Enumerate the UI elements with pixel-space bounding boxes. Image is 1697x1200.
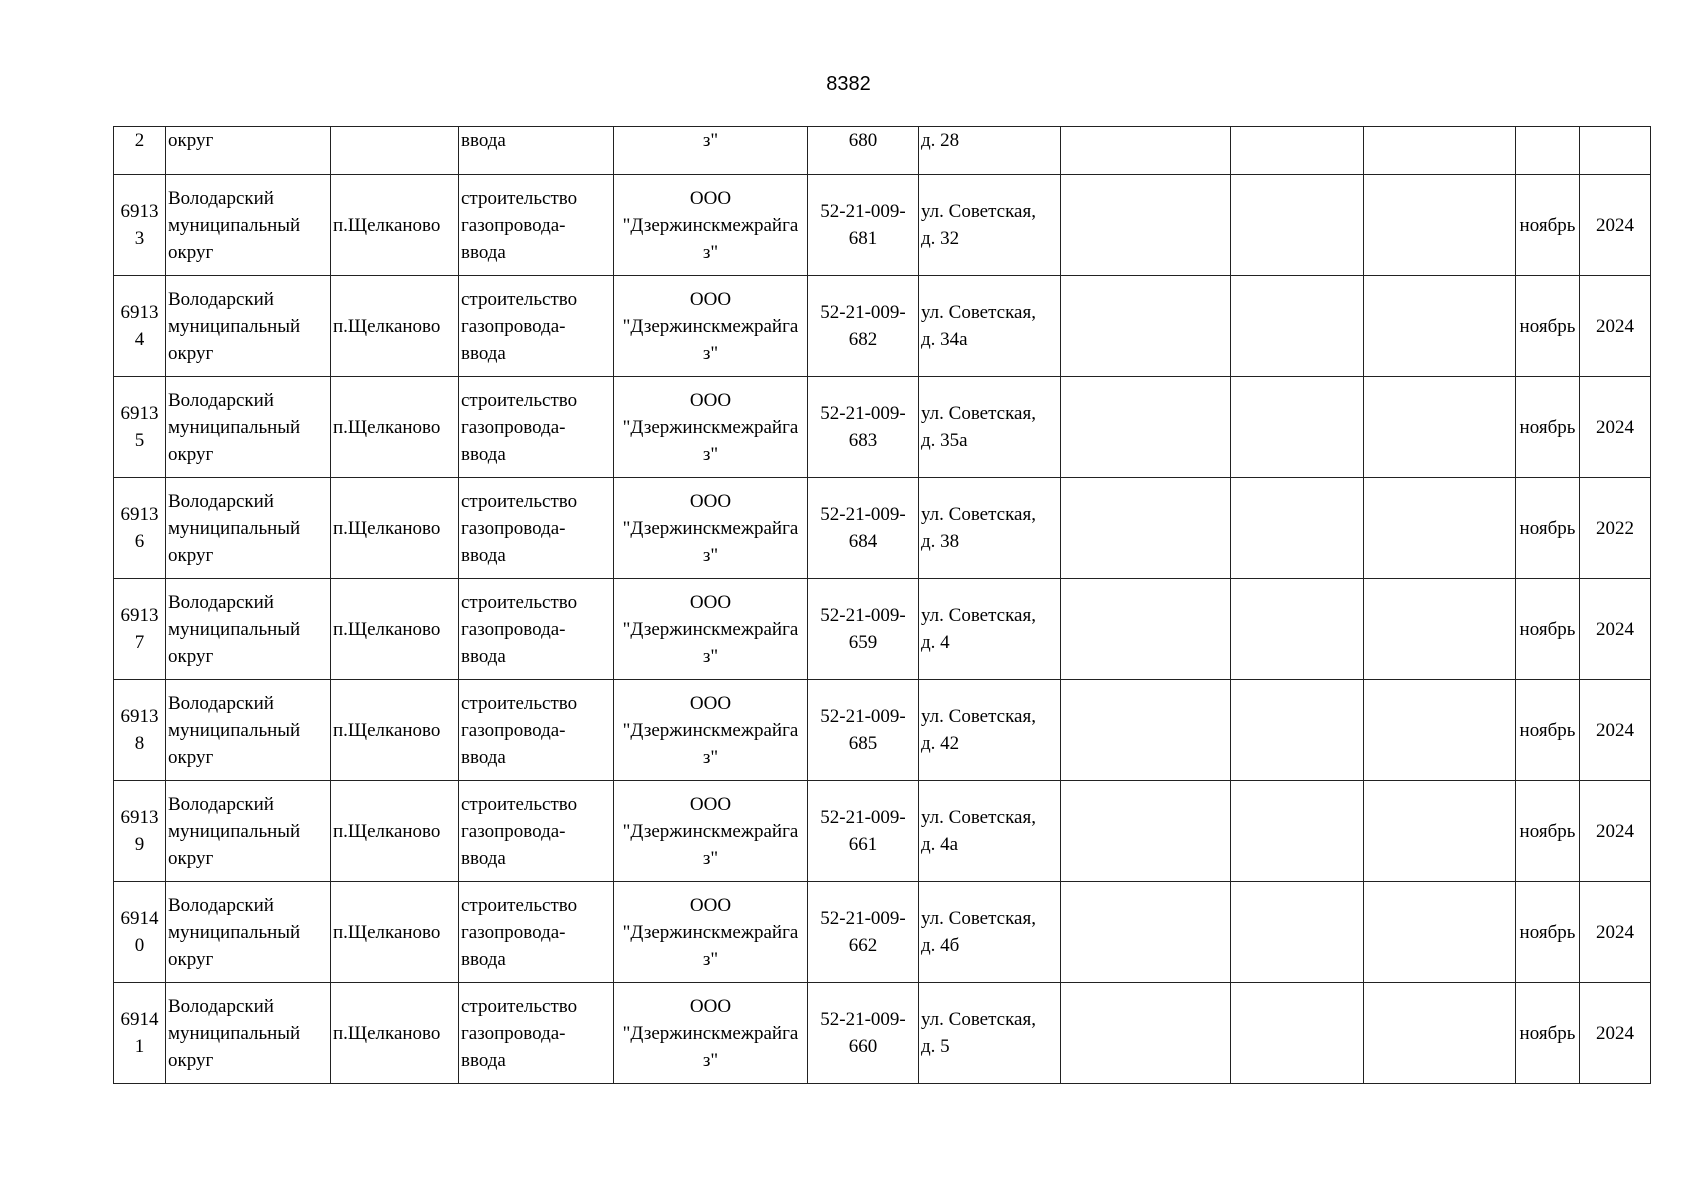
cell-org-line: ООО bbox=[689, 793, 732, 815]
cell-year: 2024 bbox=[1580, 680, 1651, 781]
cell-locality: п.Щелканово bbox=[331, 882, 459, 983]
cell-org-line: ООО bbox=[689, 490, 732, 512]
cell-num-line: 0 bbox=[134, 935, 145, 956]
cell-district-line: муниципальный bbox=[168, 1022, 301, 1044]
cell-district-line: муниципальный bbox=[168, 820, 301, 842]
cell-work-line: строительство bbox=[461, 793, 578, 815]
cell-district-line: округ bbox=[168, 241, 214, 263]
cell-empty bbox=[1061, 478, 1231, 579]
cell-org-line: "Дзержинскмежрайга bbox=[622, 921, 799, 943]
cell-empty bbox=[1364, 579, 1516, 680]
cell-org bbox=[614, 377, 808, 478]
cell-org bbox=[614, 781, 808, 882]
table-row bbox=[114, 680, 1651, 781]
cell-cadastral-line: 52-21-009- bbox=[820, 605, 906, 626]
cell-address-line: ул. Советская, bbox=[921, 504, 1036, 525]
table-row bbox=[114, 983, 1651, 1084]
cell-address: д. 28 bbox=[919, 127, 1061, 175]
cell-month: ноябрь bbox=[1516, 478, 1580, 579]
cell-org-line: "Дзержинскмежрайга bbox=[622, 416, 799, 438]
cell-empty bbox=[1364, 276, 1516, 377]
cell-cadastral-line: 681 bbox=[848, 228, 878, 249]
cell-district bbox=[166, 276, 331, 377]
cell-district-line: округ bbox=[168, 544, 214, 566]
cell-empty bbox=[1061, 680, 1231, 781]
cell-cadastral-line: 52-21-009- bbox=[820, 201, 906, 222]
cell-empty bbox=[1364, 478, 1516, 579]
cell-locality: п.Щелканово bbox=[331, 983, 459, 1084]
cell-district-line: округ bbox=[168, 645, 214, 667]
cell-district-line: округ bbox=[168, 342, 214, 364]
cell-work-line: строительство bbox=[461, 288, 578, 310]
cell-num-line: 6913 bbox=[120, 504, 159, 525]
cell-cadastral-line: 52-21-009- bbox=[820, 706, 906, 727]
cell-num-line: 4 bbox=[134, 329, 145, 350]
cell-empty bbox=[1364, 377, 1516, 478]
cell-empty bbox=[1364, 127, 1516, 175]
cell-num bbox=[114, 579, 166, 680]
cell-district-line: округ bbox=[168, 948, 214, 970]
cell-num-line: 6 bbox=[134, 531, 145, 552]
register-table bbox=[113, 126, 1651, 1084]
cell-locality: п.Щелканово bbox=[331, 781, 459, 882]
cell-work-line: строительство bbox=[461, 894, 578, 916]
cell-num bbox=[114, 983, 166, 1084]
cell-org-line: "Дзержинскмежрайга bbox=[622, 719, 799, 741]
cell-org-line: з" bbox=[702, 1049, 719, 1071]
cell-org-line: з" bbox=[702, 342, 719, 364]
cell-work-line: газопровода- bbox=[461, 517, 566, 539]
cell-month: ноябрь bbox=[1516, 983, 1580, 1084]
cell-org-line: з" bbox=[702, 645, 719, 667]
cell-work-line: строительство bbox=[461, 389, 578, 411]
cell-cadastral-line: 661 bbox=[848, 834, 878, 855]
cell-cadastral-line: 659 bbox=[848, 632, 878, 653]
cell-cadastral-line: 682 bbox=[848, 329, 878, 350]
cell-work bbox=[459, 175, 614, 276]
cell-district bbox=[166, 377, 331, 478]
cell-month: ноябрь bbox=[1516, 781, 1580, 882]
cell-work-line: газопровода- bbox=[461, 416, 566, 438]
cell-cadastral bbox=[808, 579, 919, 680]
cell-district bbox=[166, 882, 331, 983]
table-row bbox=[114, 882, 1651, 983]
cell-address-line: ул. Советская, bbox=[921, 605, 1036, 626]
cell-empty bbox=[1364, 983, 1516, 1084]
cell-work-line: строительство bbox=[461, 692, 578, 714]
cell-org-line: ООО bbox=[689, 894, 732, 916]
table-row bbox=[114, 276, 1651, 377]
cell-org-line: "Дзержинскмежрайга bbox=[622, 315, 799, 337]
cell-address bbox=[919, 983, 1061, 1084]
cell-work-line: ввода bbox=[461, 241, 506, 263]
cell-empty bbox=[1061, 579, 1231, 680]
cell-empty bbox=[1364, 680, 1516, 781]
cell-empty bbox=[1061, 175, 1231, 276]
cell-district-line: Володарский bbox=[168, 187, 274, 209]
cell-address-line: ул. Советская, bbox=[921, 201, 1036, 222]
cell-district-line: Володарский bbox=[168, 995, 274, 1017]
cell-num-line: 5 bbox=[134, 430, 145, 451]
cell-work-line: ввода bbox=[461, 544, 506, 566]
cell-district-line: муниципальный bbox=[168, 214, 301, 236]
cell-num-line: 6913 bbox=[120, 403, 159, 424]
cell-num bbox=[114, 377, 166, 478]
cell-cadastral bbox=[808, 478, 919, 579]
cell-address bbox=[919, 377, 1061, 478]
cell-num-line: 6913 bbox=[120, 605, 159, 626]
cell-district-line: муниципальный bbox=[168, 416, 301, 438]
cell-address bbox=[919, 882, 1061, 983]
table-row bbox=[114, 781, 1651, 882]
cell-cadastral-line: 52-21-009- bbox=[820, 1009, 906, 1030]
cell-work-line: строительство bbox=[461, 995, 578, 1017]
table-row bbox=[114, 377, 1651, 478]
cell-work-line: ввода bbox=[461, 342, 506, 364]
cell-org-line: з" bbox=[702, 443, 719, 465]
cell-org bbox=[614, 882, 808, 983]
table-row-continuation bbox=[114, 127, 1651, 175]
cell-district bbox=[166, 983, 331, 1084]
cell-year: 2024 bbox=[1580, 882, 1651, 983]
cell-work-line: газопровода- bbox=[461, 315, 566, 337]
cell-work-line: ввода bbox=[461, 1049, 506, 1071]
cell-address-line: д. 38 bbox=[921, 531, 960, 552]
cell-address bbox=[919, 680, 1061, 781]
table-row bbox=[114, 175, 1651, 276]
cell-locality: п.Щелканово bbox=[331, 579, 459, 680]
cell-work-line: ввода bbox=[461, 948, 506, 970]
cell-num: 2 bbox=[114, 127, 166, 175]
cell-work-line: строительство bbox=[461, 591, 578, 613]
cell-cadastral-line: 662 bbox=[848, 935, 878, 956]
page-number: 8382 bbox=[826, 73, 871, 95]
cell-address-line: д. 42 bbox=[921, 733, 960, 754]
cell-address bbox=[919, 276, 1061, 377]
cell-work bbox=[459, 579, 614, 680]
cell-month bbox=[1516, 127, 1580, 175]
cell-cadastral bbox=[808, 781, 919, 882]
cell-work bbox=[459, 882, 614, 983]
cell-address-line: ул. Советская, bbox=[921, 1009, 1036, 1030]
cell-year: 2022 bbox=[1580, 478, 1651, 579]
cell-cadastral-line: 52-21-009- bbox=[820, 504, 906, 525]
cell-num bbox=[114, 276, 166, 377]
cell-address-line: ул. Советская, bbox=[921, 403, 1036, 424]
cell-empty bbox=[1231, 127, 1364, 175]
cell-org-line: ООО bbox=[689, 692, 732, 714]
cell-org-line: ООО bbox=[689, 389, 732, 411]
cell-year: 2024 bbox=[1580, 276, 1651, 377]
cell-work bbox=[459, 781, 614, 882]
cell-locality: п.Щелканово bbox=[331, 175, 459, 276]
cell-empty bbox=[1231, 276, 1364, 377]
cell-month: ноябрь bbox=[1516, 579, 1580, 680]
cell-work: ввода bbox=[459, 127, 614, 175]
cell-district-line: Володарский bbox=[168, 894, 274, 916]
cell-cadastral-line: 52-21-009- bbox=[820, 807, 906, 828]
cell-num-line: 9 bbox=[134, 834, 145, 855]
cell-district-line: Володарский bbox=[168, 490, 274, 512]
cell-address-line: ул. Советская, bbox=[921, 302, 1036, 323]
cell-work-line: газопровода- bbox=[461, 921, 566, 943]
cell-num bbox=[114, 175, 166, 276]
cell-cadastral: 680 bbox=[808, 127, 919, 175]
cell-empty bbox=[1061, 276, 1231, 377]
cell-address-line: ул. Советская, bbox=[921, 807, 1036, 828]
cell-work-line: ввода bbox=[461, 443, 506, 465]
cell-work-line: газопровода- bbox=[461, 618, 566, 640]
table-row bbox=[114, 478, 1651, 579]
cell-district-line: округ bbox=[168, 1049, 214, 1071]
cell-district bbox=[166, 175, 331, 276]
cell-locality bbox=[331, 127, 459, 175]
cell-cadastral-line: 685 bbox=[848, 733, 878, 754]
cell-num-line: 3 bbox=[134, 228, 145, 249]
cell-year: 2024 bbox=[1580, 983, 1651, 1084]
cell-work bbox=[459, 478, 614, 579]
cell-num-line: 6913 bbox=[120, 706, 159, 727]
cell-org-line: ООО bbox=[689, 591, 732, 613]
cell-org-line: з" bbox=[702, 746, 719, 768]
cell-num-line: 7 bbox=[134, 632, 145, 653]
cell-org-line: "Дзержинскмежрайга bbox=[622, 820, 799, 842]
cell-empty bbox=[1231, 175, 1364, 276]
cell-locality: п.Щелканово bbox=[331, 478, 459, 579]
cell-empty bbox=[1061, 127, 1231, 175]
cell-month: ноябрь bbox=[1516, 377, 1580, 478]
cell-district-line: округ bbox=[168, 746, 214, 768]
cell-month: ноябрь bbox=[1516, 175, 1580, 276]
cell-empty bbox=[1231, 579, 1364, 680]
cell-num-line: 1 bbox=[134, 1036, 145, 1057]
cell-cadastral bbox=[808, 882, 919, 983]
cell-cadastral-line: 660 bbox=[848, 1036, 878, 1057]
cell-cadastral bbox=[808, 680, 919, 781]
cell-empty bbox=[1061, 377, 1231, 478]
cell-address-line: д. 5 bbox=[921, 1036, 950, 1057]
cell-cadastral bbox=[808, 175, 919, 276]
cell-empty bbox=[1231, 983, 1364, 1084]
cell-work-line: ввода bbox=[461, 645, 506, 667]
cell-work-line: строительство bbox=[461, 187, 578, 209]
cell-year: 2024 bbox=[1580, 579, 1651, 680]
cell-org bbox=[614, 680, 808, 781]
cell-district-line: муниципальный bbox=[168, 719, 301, 741]
cell-district-line: муниципальный bbox=[168, 618, 301, 640]
cell-num-line: 6914 bbox=[120, 1009, 159, 1030]
cell-district-line: Володарский bbox=[168, 288, 274, 310]
cell-org-line: "Дзержинскмежрайга bbox=[622, 618, 799, 640]
cell-org-line: "Дзержинскмежрайга bbox=[622, 517, 799, 539]
cell-work-line: ввода bbox=[461, 847, 506, 869]
cell-address bbox=[919, 781, 1061, 882]
cell-cadastral-line: 684 bbox=[848, 531, 878, 552]
cell-address-line: д. 4 bbox=[921, 632, 950, 653]
cell-empty bbox=[1364, 882, 1516, 983]
cell-month: ноябрь bbox=[1516, 276, 1580, 377]
cell-district bbox=[166, 680, 331, 781]
cell-org-line: "Дзержинскмежрайга bbox=[622, 214, 799, 236]
cell-empty bbox=[1231, 781, 1364, 882]
cell-work-line: газопровода- bbox=[461, 719, 566, 741]
cell-work bbox=[459, 680, 614, 781]
table-row bbox=[114, 579, 1651, 680]
cell-num-line: 6914 bbox=[120, 908, 159, 929]
cell-empty bbox=[1061, 882, 1231, 983]
cell-org bbox=[614, 175, 808, 276]
cell-cadastral bbox=[808, 276, 919, 377]
cell-work-line: ввода bbox=[461, 746, 506, 768]
cell-cadastral-line: 52-21-009- bbox=[820, 908, 906, 929]
cell-address bbox=[919, 175, 1061, 276]
cell-num bbox=[114, 680, 166, 781]
cell-num-line: 6913 bbox=[120, 302, 159, 323]
cell-address-line: д. 4б bbox=[921, 935, 960, 956]
cell-address-line: д. 32 bbox=[921, 228, 960, 249]
cell-address bbox=[919, 478, 1061, 579]
cell-cadastral-line: 52-21-009- bbox=[820, 403, 906, 424]
cell-num bbox=[114, 478, 166, 579]
cell-district-line: Володарский bbox=[168, 591, 274, 613]
cell-empty bbox=[1061, 781, 1231, 882]
cell-empty bbox=[1231, 377, 1364, 478]
cell-district-line: Володарский bbox=[168, 692, 274, 714]
cell-year: 2024 bbox=[1580, 175, 1651, 276]
cell-org-line: з" bbox=[702, 544, 719, 566]
cell-locality: п.Щелканово bbox=[331, 680, 459, 781]
cell-org-line: ООО bbox=[689, 288, 732, 310]
cell-num-line: 6913 bbox=[120, 201, 159, 222]
cell-empty bbox=[1364, 781, 1516, 882]
cell-org-line: ООО bbox=[689, 187, 732, 209]
cell-cadastral-line: 683 bbox=[848, 430, 878, 451]
cell-empty bbox=[1364, 175, 1516, 276]
cell-empty bbox=[1061, 983, 1231, 1084]
cell-address-line: ул. Советская, bbox=[921, 908, 1036, 929]
cell-num-line: 6913 bbox=[120, 807, 159, 828]
cell-org-line: ООО bbox=[689, 995, 732, 1017]
cell-month: ноябрь bbox=[1516, 882, 1580, 983]
cell-cadastral-line: 52-21-009- bbox=[820, 302, 906, 323]
cell-address-line: д. 4а bbox=[921, 834, 959, 855]
cell-cadastral bbox=[808, 377, 919, 478]
cell-work bbox=[459, 276, 614, 377]
cell-cadastral bbox=[808, 983, 919, 1084]
cell-district-line: Володарский bbox=[168, 793, 274, 815]
cell-district bbox=[166, 478, 331, 579]
cell-work-line: газопровода- bbox=[461, 820, 566, 842]
cell-work bbox=[459, 983, 614, 1084]
cell-empty bbox=[1231, 478, 1364, 579]
cell-year bbox=[1580, 127, 1651, 175]
cell-locality: п.Щелканово bbox=[331, 377, 459, 478]
cell-org: з" bbox=[614, 127, 808, 175]
cell-org bbox=[614, 579, 808, 680]
cell-empty bbox=[1231, 882, 1364, 983]
cell-district-line: муниципальный bbox=[168, 921, 301, 943]
cell-num bbox=[114, 882, 166, 983]
cell-org-line: "Дзержинскмежрайга bbox=[622, 1022, 799, 1044]
cell-work-line: строительство bbox=[461, 490, 578, 512]
cell-district-line: Володарский bbox=[168, 389, 274, 411]
cell-org-line: з" bbox=[702, 241, 719, 263]
cell-district bbox=[166, 781, 331, 882]
cell-work bbox=[459, 377, 614, 478]
cell-work-line: газопровода- bbox=[461, 1022, 566, 1044]
cell-district bbox=[166, 579, 331, 680]
cell-year: 2024 bbox=[1580, 377, 1651, 478]
cell-locality: п.Щелканово bbox=[331, 276, 459, 377]
cell-org bbox=[614, 276, 808, 377]
cell-month: ноябрь bbox=[1516, 680, 1580, 781]
cell-org bbox=[614, 478, 808, 579]
cell-work-line: газопровода- bbox=[461, 214, 566, 236]
cell-district-line: округ bbox=[168, 847, 214, 869]
cell-org bbox=[614, 983, 808, 1084]
cell-year: 2024 bbox=[1580, 781, 1651, 882]
cell-district: округ bbox=[166, 127, 331, 175]
cell-num-line: 8 bbox=[134, 733, 145, 754]
cell-district-line: муниципальный bbox=[168, 517, 301, 539]
cell-address-line: д. 34а bbox=[921, 329, 968, 350]
cell-org-line: з" bbox=[702, 847, 719, 869]
cell-address bbox=[919, 579, 1061, 680]
cell-address-line: д. 35а bbox=[921, 430, 968, 451]
cell-empty bbox=[1231, 680, 1364, 781]
cell-district-line: муниципальный bbox=[168, 315, 301, 337]
cell-org-line: з" bbox=[702, 948, 719, 970]
cell-district-line: округ bbox=[168, 443, 214, 465]
cell-num bbox=[114, 781, 166, 882]
cell-address-line: ул. Советская, bbox=[921, 706, 1036, 727]
